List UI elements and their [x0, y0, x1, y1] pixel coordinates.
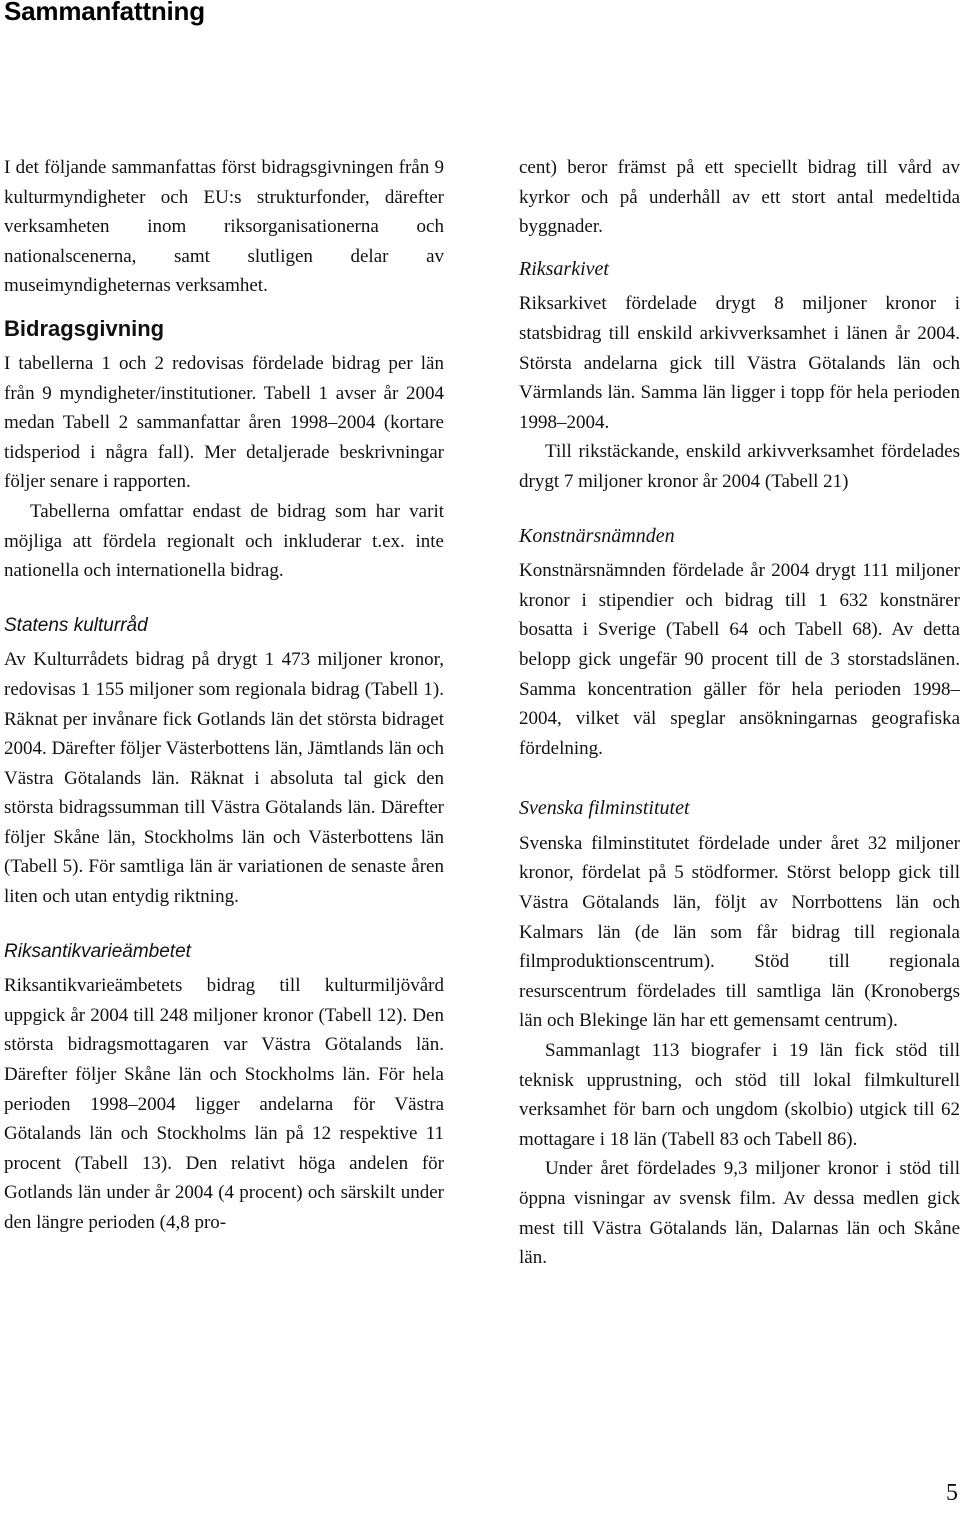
intro-paragraph: I det följande sammanfattas först bidragsgivningen från 9 kulturmyndigheter och EU:s strukturfonder, därefter verksamheten inom riksorganisationerna och nationalscenerna, samt slutligen delar av museimyndigheternas verksamhet. [4, 157, 444, 297]
kulturrad-paragraph: Av Kulturrådets bidrag på drygt 1 473 miljoner kronor, redovisas 1 155 miljoner som regionala bidrag (Tabell 1). Räknat per invånare fick Gotlands län det största bidraget 2004. Därefter följer Västerbottens län, Jämtlands län och Västra Götalands län. Räknat i absoluta tal gick den största bidragssumman till Västra Götalands län. Därefter följer Skåne län, Stockholms län och Västerbottens län (Tabell 5). För samtliga län är variationen de senaste åren liten och utan entydig riktning. [4, 649, 444, 908]
page-number: 5 [946, 1480, 958, 1506]
riksantikvarieambetet-continued: cent) beror främst på ett speciellt bidrag till vård av kyrkor och på underhåll av ett stort antal medeltida byggnader. [519, 157, 960, 238]
heading-riksantikvarieambetet: Riksantikvarieämbetet [4, 940, 191, 962]
riksarkivet-paragraph-2: Till rikstäckande, enskild arkivverksamhet fördelades drygt 7 miljoner kronor år 2004 (Tabell 21) [519, 441, 960, 492]
filminstitutet-paragraph-3: Under året fördelades 9,3 miljoner kronor i stöd till öppna visningar av svensk film. Av dessa medlen gick mest till Västra Götalands län, Dalarnas län och Skåne län. [519, 1158, 960, 1269]
filminstitutet-paragraph-2: Sammanlagt 113 biografer i 19 län fick stöd till teknisk upprustning, och stöd till lokal filmkulturell verksamhet för barn och ungdom (skolbio) utgick till 62 mottagare i 18 län (Tabell 83 och Tabell 86). [519, 1040, 960, 1150]
heading-statens-kulturrad: Statens kulturråd [4, 614, 148, 636]
bidrag-paragraph-2: Tabellerna omfattar endast de bidrag som har varit möjliga att fördela regionalt och inkluderar t.ex. inte nationella och internationella bidrag. [4, 500, 444, 582]
heading-konstnarsnamnden: Konstnärsnämnden [519, 524, 675, 547]
left-column [4, 153, 444, 1238]
riksarkivet-paragraph-1: Riksarkivet fördelade drygt 8 miljoner kronor i statsbidrag till enskild arkivverksamhet i länen år 2004. Största andelarna gick till Västra Götalands län och Värmlands län. Samma län ligger i topp för hela perioden 1998–2004. [519, 293, 960, 433]
konstnarsnamnden-paragraph: Konstnärsnämnden fördelade år 2004 drygt 111 miljoner kronor i stipendier och bidrag till 1 632 konstnärer bosatta i Sverige (Tabell 64 och Tabell 68). Av detta belopp gick ungefär 90 procent till de 3 storstadslänen. Samma koncentration gäller för hela perioden 1998–2004, vilket väl speglar ansökningarnas geografiska fördelning. [519, 560, 960, 759]
heading-bidragsgivning: Bidragsgivning [4, 315, 165, 341]
right-column [519, 153, 960, 1273]
heading-riksarkivet: Riksarkivet [519, 257, 609, 280]
bidrag-paragraph-1: I tabellerna 1 och 2 redovisas fördelade bidrag per län från 9 myndigheter/institutioner. Tabell 1 avser år 2004 medan Tabell 2 sammanfattar åren 1998–2004 (kortare tidsperiod i några fall). Mer detaljerade beskrivningar följer senare i rapporten. [4, 352, 444, 493]
riksantikvarieambetet-paragraph: Riksantikvarieämbetets bidrag till kulturmiljövård uppgick år 2004 till 248 miljoner kronor (Tabell 12). Den största bidragsmottagaren var Västra Götalands län. Därefter följer Skåne län och Stockholms län. För hela perioden 1998–2004 ligger andelarna för Västra Götalands län och Stockholms län på 12 respektive 11 procent (Tabell 13). Den relativt höga andelen för Gotlands län under år 2004 (4 procent) och särskilt under den längre perioden (4,8 pro- [4, 975, 444, 1233]
page-title: Sammanfattning [4, 0, 205, 26]
heading-svenska-filminstitutet: Svenska filminstitutet [519, 797, 690, 820]
filminstitutet-paragraph-1: Svenska filminstitutet fördelade under året 32 miljoner kronor, fördelat på 5 stödformer. Störst belopp gick till Västra Götalands län, följt av Norrbottens län och Kalmars län (de län som får bidrag till regionala filmproduktionscentrum). Stöd till regionala resurscentrum fördelades till samtliga län (Kronobergs län och Blekinge län har ett gemensamt centrum). [519, 832, 960, 1032]
